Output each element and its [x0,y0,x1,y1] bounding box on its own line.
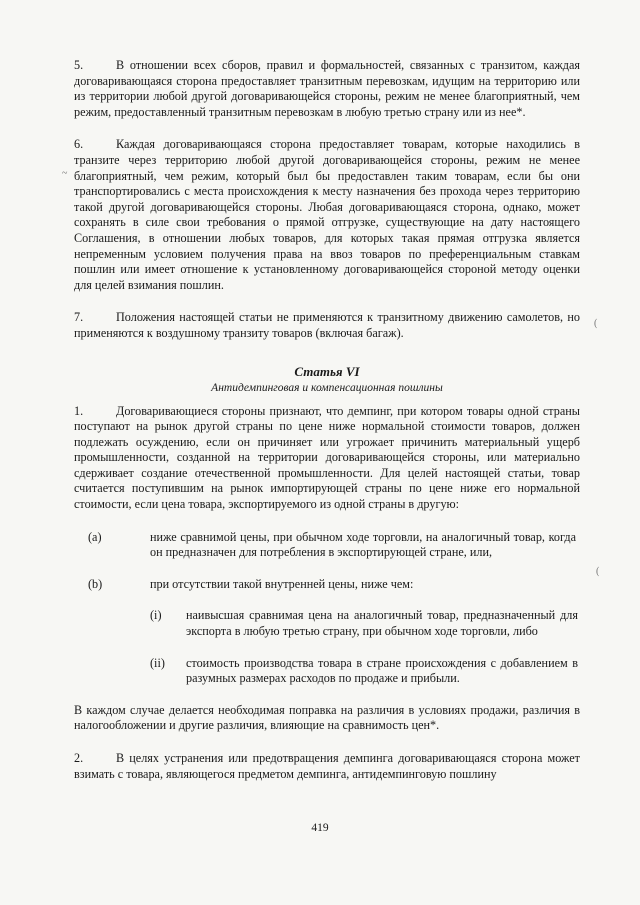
list-item-text: ниже сравнимой цены, при обычном ходе торговли, на аналогичный товар, когда он предназначен для потребления в экспортирующей стране, или, [150,529,576,560]
paragraph-text: В целях устранения или предотвращения демпинга договаривающаяся сторона может взимать с товара, являющегося предметом демпинга, антидемпинговую пошлину [74,751,580,781]
scan-mark-icon: ( [594,318,598,329]
paragraph-number: 2. [74,751,84,765]
closing-paragraph: В каждом случае делается необходимая поправка на различия в условиях продажи, различия в налогообложении и другие различия, влияющие на сравнимость цен*. [74,702,580,733]
list-item-label: (i) [150,608,162,623]
list-item-label: (b) [88,576,103,591]
article-paragraph-1 [74,404,580,513]
paragraph-text: В отношении всех сборов, правил и формальностей, связанных с транзитом, каждая договаривающаяся сторона предоставляет транзитным перевозкам, идущим на территорию или из территории любой другой договаривающейся стороны, режим не менее благоприятный, чем режим, предоставленный транзитным перевозкам в любую третью страну или из нее*. [74,58,580,119]
list-item-text: при отсутствии такой внутренней цены, ниже чем: [150,576,414,591]
paragraph-text: Положения настоящей статьи не применяются к транзитному движению самолетов, но применяются к воздушному транзиту товаров (включая багаж). [74,310,580,340]
paragraph-6 [74,137,580,293]
list-item-ii [74,656,580,687]
list-item-label: (a) [88,529,102,544]
list-item-i [74,608,580,639]
page-number: 419 [311,822,329,834]
article-subtitle: Антидемпинговая и компенсационная пошлины [211,381,443,394]
paragraph-text: Договаривающиеся стороны признают, что демпинг, при котором товары одной страны поступают на рынок другой страны по цене ниже нормальной стоимости товаров, должен подлежать осуждению, если он причиняет или угрожает причинить материальный ущерб промышленности, созданной на территории договаривающейся стороны, или материально сдерживает создание отечественной промышленности. Для целей настоящей статьи, товар считается поступившим на рынок импортирующей страны по цене ниже его нормальной стоимости, если цена товара, экспортируемого из одной страны в другую: [74,403,580,512]
list-item-b [74,577,580,593]
paragraph-number: 5. [74,58,84,72]
paragraph-number: 6. [74,137,84,152]
paragraph-7 [74,310,580,341]
list-item-text: стоимость производства товара в стране происхождения с добавлением в разумных размерах расходов по продаже и прибыли. [186,655,578,686]
paragraph-text: Каждая договаривающаяся сторона предоставляет товарам, которые находились в транзите через территорию любой другой договаривающейся стороны, режим не менее благоприятный, чем режим, который был бы предоставлен таким товарам, если бы они транспортировались с места происхождения к месту назначения без прохода через территорию такой другой договаривающейся стороны. Любая договаривающаяся сторона, однако, может сохранять в силе свои требования о прямой отгрузке, существующие на дату настоящего Соглашения, в отношении любых товаров, для которых такая прямая отгрузка является непременным условием получения права на ввоз товаров по преференциальным ставкам пошлин или имеет отношение к установленному договаривающейся стороной методу оценки для целей взимания пошлин. [74,137,580,292]
scan-mark-icon: ~ [62,168,68,179]
scan-mark-icon: ( [596,566,600,577]
document-page [74,58,580,799]
list-item-label: (ii) [150,655,165,670]
article-paragraph-2 [74,751,580,782]
list-item-text: наивысшая сравнимая цена на аналогичный товар, предназначенный для экспорта в любую третью страну, при обычном ходе торговли, либо [186,608,578,639]
paragraph-number: 1. [74,403,84,418]
article-title: Статья VI [294,363,360,379]
paragraph-number: 7. [74,310,84,325]
list-item-a [74,530,580,561]
paragraph-5 [74,58,580,120]
